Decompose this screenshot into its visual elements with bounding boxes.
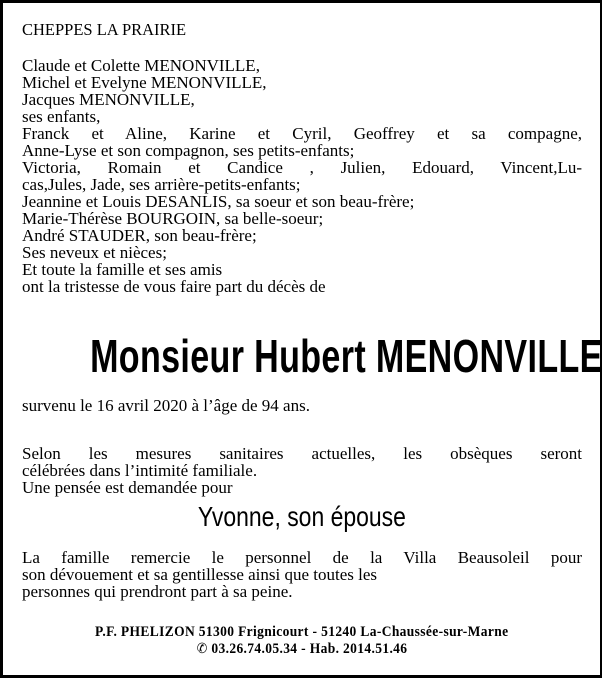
family-line: Ses neveux et nièces;: [22, 243, 167, 262]
family-line: Marie-Thérèse BOURGOIN, sa belle-soeur;: [22, 209, 324, 228]
family-line: André STAUDER, son beau-frère;: [22, 226, 257, 245]
family-line: Anne-Lyse et son compagnon, ses petits-enfants;: [22, 141, 355, 160]
family-line: Franck et Aline, Karine et Cyril, Geoffrey et sa compagne,: [22, 124, 582, 143]
telephone-icon: ✆: [196, 642, 208, 657]
thanks-block: [22, 549, 582, 600]
family-line: ont la tristesse de vous faire part du décès de: [22, 277, 326, 296]
family-list: [22, 57, 582, 295]
funeral-home-footer: [0, 624, 604, 658]
family-line: Jacques MENONVILLE,: [22, 90, 195, 109]
ceremony-line: Selon les mesures sanitaires actuelles, les obsèques seront: [22, 444, 582, 463]
ceremony-line: célébrées dans l’intimité familiale.: [22, 461, 258, 480]
thanks-line: son dévouement et sa gentillesse ainsi que toutes les: [22, 565, 378, 584]
death-info: survenu le 16 avril 2020 à l’âge de 94 ans.: [22, 396, 310, 415]
spouse-name: Yvonne, son épouse: [197, 501, 407, 532]
place-name: CHEPPES LA PRAIRIE: [22, 20, 187, 39]
thanks-line: personnes qui prendront part à sa peine.: [22, 582, 293, 601]
thanks-line: La famille remercie le personnel de la Villa Beausoleil pour: [22, 548, 582, 567]
ceremony-line: Une pensée est demandée pour: [22, 478, 233, 497]
family-line: cas,Jules, Jade, ses arrière-petits-enfants;: [22, 175, 301, 194]
funeral-home-address: P.F. PHELIZON 51300 Frignicourt - 51240 La-Chaussée-sur-Marne: [95, 624, 509, 640]
deceased-name-heading: [0, 330, 603, 382]
family-line: Jeannine et Louis DESANLIS, sa soeur et son beau-frère;: [22, 192, 415, 211]
place-heading: [22, 21, 582, 38]
family-line: Victoria, Romain et Candice , Julien, Edouard, Vincent,Lu-: [22, 158, 582, 177]
death-info-block: [22, 397, 582, 414]
deceased-name: Monsieur Hubert MENONVILLE: [90, 330, 603, 382]
family-line: Et toute la famille et ses amis: [22, 260, 223, 279]
family-line: Claude et Colette MENONVILLE,: [22, 56, 260, 75]
family-line: ses enfants,: [22, 107, 101, 126]
family-line: Michel et Evelyne MENONVILLE,: [22, 73, 267, 92]
ceremony-block: [22, 445, 582, 496]
spouse-heading: [0, 502, 604, 532]
funeral-home-contact: 03.26.74.05.34 - Hab. 2014.51.46: [211, 641, 408, 657]
